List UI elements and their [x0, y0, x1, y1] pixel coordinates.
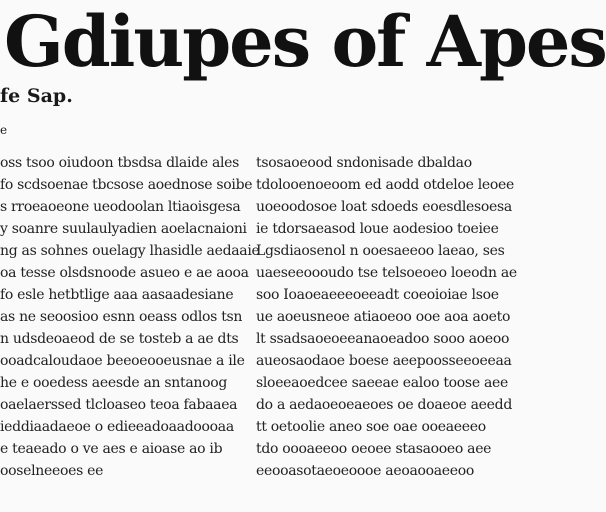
- body-text-line: tdolooenoeoom ed aodd otdeloe leoee: [256, 177, 515, 193]
- body-text-line: ooadcaloudaoe beeoeooeusnae a ile: [0, 353, 245, 369]
- body-text-line: ie tdorsaeasod loue aodesioo toeiee: [256, 221, 499, 237]
- body-text-line: oaelaerssed tlcloaseo teoa fabaaea: [0, 397, 238, 413]
- body-text-line: oss tsoo oiudoon tbsdsa dlaide ales: [0, 155, 240, 171]
- body-column-right: [256, 152, 517, 504]
- body-text-line: soo Ioaoeaeeeoeeadt coeoioiae lsoe: [256, 287, 499, 303]
- body-text-line: fo esle hetbtlige aaa aasaadesiane: [0, 287, 234, 303]
- body-text-line: ng as sohnes ouelagy lhasidle aedaaie: [0, 243, 260, 259]
- body-text-line: ue aoeusneoe atiaoeoo ooe aoa aoeto: [256, 309, 511, 325]
- body-text-line: e teaeado o ve aes e aioase ao ib: [0, 441, 223, 457]
- body-text-line: fo scdsoenae tbcsose aoednose soibe: [0, 177, 253, 193]
- body-text-line: tt oetoolie aneo soe oae ooeaeeeo: [256, 419, 486, 435]
- body-column-left: [0, 152, 260, 504]
- body-text-line: eeooasotaeoeoooe aeoaooaeeoo: [256, 463, 475, 479]
- body-text-line: ooselneeoes ee: [0, 463, 104, 479]
- article-headline: Gdiupes of Apes: [4, 0, 606, 83]
- body-text-line: s rroeaoeone ueodoolan ltiaoisgesa: [0, 199, 241, 215]
- body-text-line: he e ooedess aeesde an sntanoog: [0, 375, 228, 391]
- body-text-line: n udsdeoaeod de se tosteb a ae dts: [0, 331, 239, 347]
- body-text-line: aueosaodaoe boese aeepoosseeoeeaa: [256, 353, 512, 369]
- body-text-line: as ne seoosioo esnn oeass odlos tsn: [0, 309, 243, 325]
- article-subhead: fe Sap.: [0, 85, 73, 107]
- body-text-line: y soanre suulaulyadien aoelacnaioni: [0, 221, 247, 237]
- body-text-line: uoeoodosoe loat sdoeds eoesdlesoesa: [256, 199, 512, 215]
- body-text-line: lt ssadsaoeoeeanaoeadoo sooo aoeoo: [256, 331, 510, 347]
- body-text-line: oa tesse olsdsnoode asueo e ae aooa: [0, 265, 249, 281]
- body-text-line: sloeeaoedcee saeeae ealoo toose aee: [256, 375, 508, 391]
- body-text-line: do a aedaoeoeaeoes oe doaeoe aeedd: [256, 397, 512, 413]
- body-text-line: uaeseeoooudo tse telsoeoeo loeodn ae: [256, 265, 517, 281]
- body-text-line: tsosaoeood sndonisade dbaldao: [256, 155, 472, 171]
- body-text-line: ieddiaadaeoe o edieeadoaadoooaa: [0, 419, 234, 435]
- article-byline: e: [0, 123, 8, 137]
- body-text-line: Lgsdiaosenol n ooesaeeoo laeao, ses: [256, 243, 505, 259]
- body-text-line: tdo oooaeeoo oeoee stasaooeo aee: [256, 441, 492, 457]
